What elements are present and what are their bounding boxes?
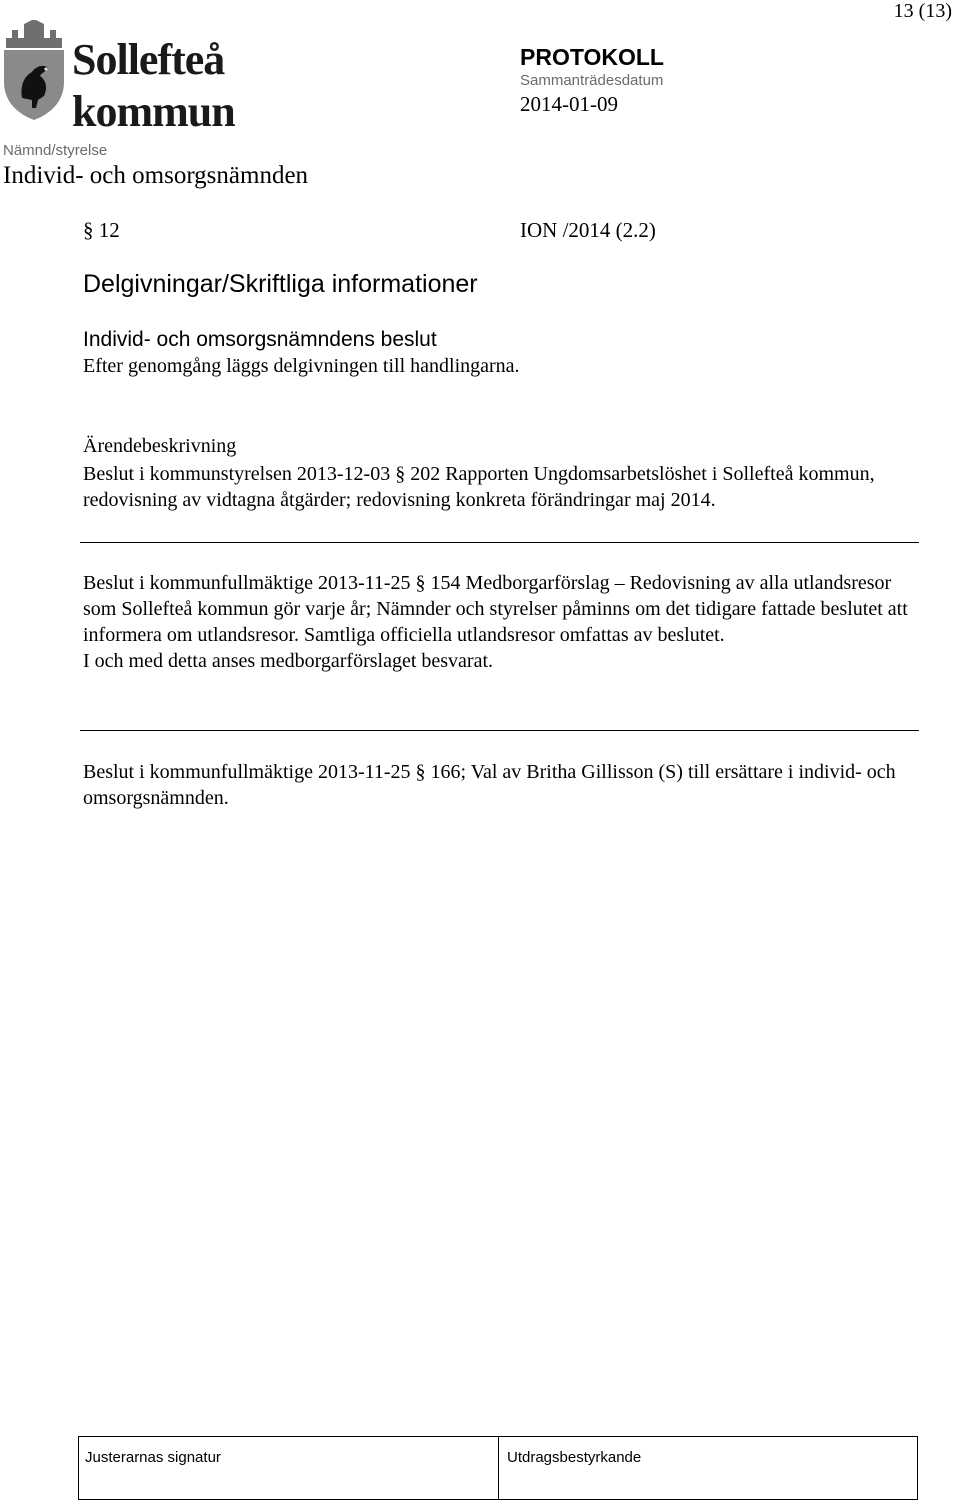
board-name: Individ- och omsorgsnämnden (3, 162, 309, 189)
adjusters-signature-label: Justerarnas signatur (85, 1449, 221, 1466)
meeting-date: 2014-01-09 (520, 92, 618, 116)
board-label: Nämnd/styrelse (3, 142, 108, 159)
case-number: ION /2014 (2.2) (520, 218, 656, 242)
separator-line (80, 730, 919, 731)
coat-of-arms-icon (2, 20, 66, 120)
decision-text: Efter genomgång läggs delgivningen till handlingarna. (83, 355, 520, 377)
signature-box-divider (498, 1437, 499, 1499)
logo-wordmark-line1: Sollefteå (72, 35, 225, 84)
extract-certifier-label: Utdragsbestyrkande (507, 1449, 642, 1466)
municipality-logo (2, 20, 264, 136)
description-paragraph-group (83, 570, 923, 674)
description-paragraph: Beslut i kommunfullmäktige 2013-11-25 § 166; Val av Britha Gillisson (S) till ersättare i individ- och omsorgsnämnden. (83, 761, 896, 809)
document-type: PROTOKOLL (520, 44, 664, 70)
description-paragraph: Beslut i kommunfullmäktige 2013-11-25 § 154 Medborgarförslag – Redovisning av alla utlandsresor som Sollefteå kommun gör varje år; Nämnder och styrelser påminns om det tidigare fattade beslutet att informera om utlandsresor. Samtliga officiella utlandsresor omfattas av beslutet. (83, 572, 908, 646)
logo-wordmark-line2: kommun (72, 87, 235, 136)
description-paragraph: I och med detta anses medborgarförslaget besvarat. (83, 650, 494, 672)
signature-box (78, 1436, 918, 1500)
meeting-date-label: Sammanträdesdatum (520, 72, 664, 89)
page-number: 13 (13) (893, 0, 952, 22)
section-number: § 12 (83, 218, 120, 242)
description-paragraph: Beslut i kommunstyrelsen 2013-12-03 § 202 Rapporten Ungdomsarbetslöshet i Sollefteå kommun, redovisning av vidtagna åtgärder; redovisning konkreta förändringar maj 2014. (83, 463, 875, 511)
description-heading: Ärendebeskrivning (83, 435, 237, 457)
section-title: Delgivningar/Skriftliga informationer (83, 270, 478, 298)
decision-heading: Individ- och omsorgsnämndens beslut (83, 328, 437, 351)
separator-line (80, 542, 919, 543)
